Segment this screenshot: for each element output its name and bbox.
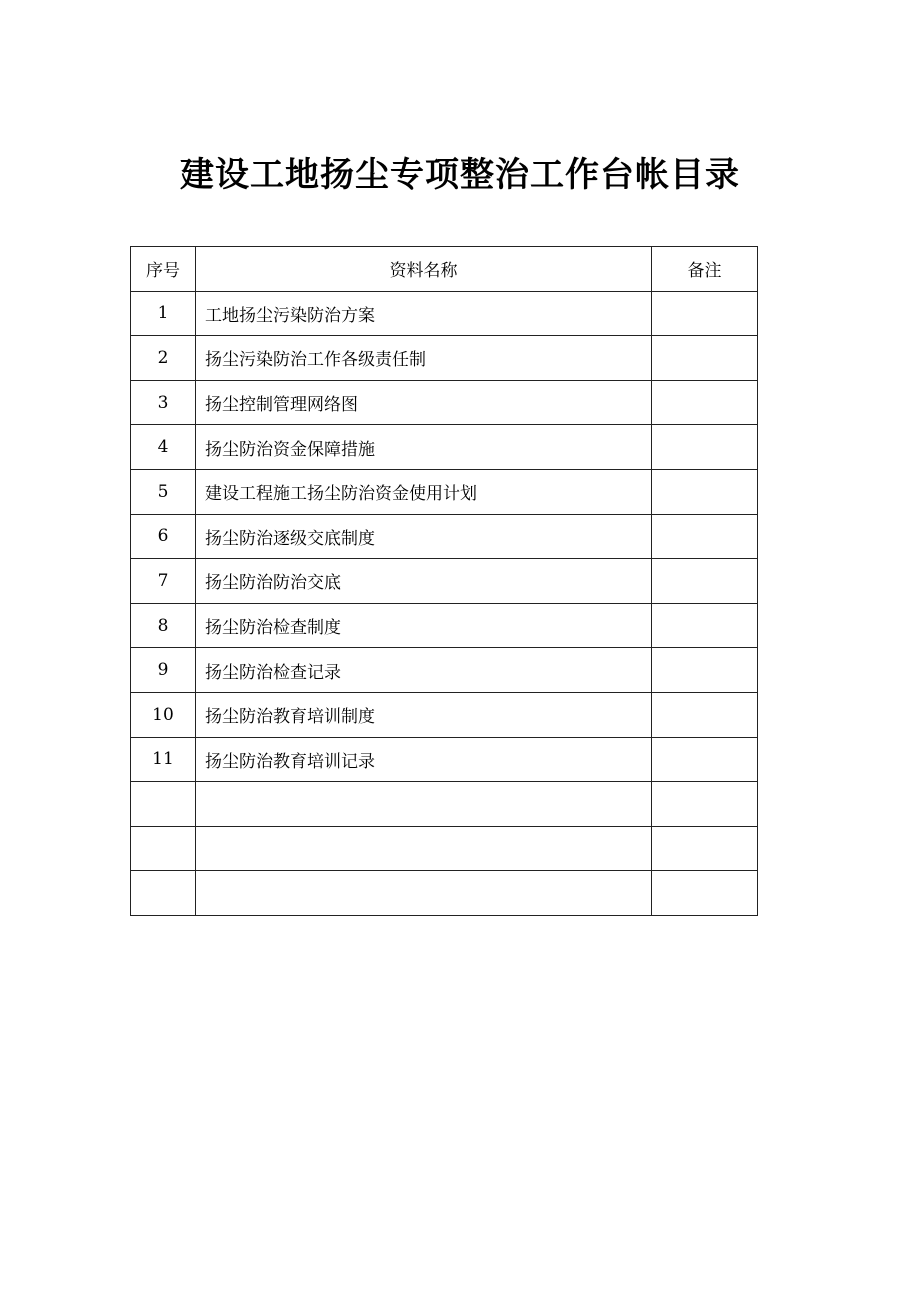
row-serial-number (131, 782, 196, 827)
table-row (131, 469, 758, 514)
row-remarks (652, 425, 758, 470)
row-remarks (652, 648, 758, 693)
document-title: 建设工地扬尘专项整治工作台帐目录 (180, 155, 740, 195)
row-document-name (196, 871, 652, 916)
row-serial-number: 5 (131, 469, 196, 514)
row-document-name: 扬尘防治逐级交底制度 (196, 514, 652, 559)
row-remarks (652, 514, 758, 559)
row-remarks (652, 291, 758, 336)
row-serial-number: 9 (131, 648, 196, 693)
table-row (131, 559, 758, 604)
catalog-table (130, 246, 758, 916)
row-remarks (652, 603, 758, 648)
row-remarks (652, 782, 758, 827)
row-document-name: 扬尘防治检查记录 (196, 648, 652, 693)
table-row (131, 603, 758, 648)
table-row (131, 291, 758, 336)
table-row (131, 514, 758, 559)
row-document-name: 扬尘防治检查制度 (196, 603, 652, 648)
row-remarks (652, 871, 758, 916)
row-document-name: 扬尘防治教育培训制度 (196, 692, 652, 737)
row-remarks (652, 737, 758, 782)
table-row (131, 692, 758, 737)
table-row (131, 871, 758, 916)
row-document-name: 建设工程施工扬尘防治资金使用计划 (196, 469, 652, 514)
row-serial-number: 7 (131, 559, 196, 604)
row-serial-number: 3 (131, 380, 196, 425)
row-remarks (652, 469, 758, 514)
row-serial-number: 4 (131, 425, 196, 470)
row-remarks (652, 692, 758, 737)
table-row (131, 648, 758, 693)
table-header-row (131, 247, 758, 292)
row-serial-number (131, 871, 196, 916)
row-remarks (652, 336, 758, 381)
row-serial-number: 10 (131, 692, 196, 737)
row-remarks (652, 559, 758, 604)
row-serial-number: 2 (131, 336, 196, 381)
row-serial-number: 1 (131, 291, 196, 336)
row-remarks (652, 380, 758, 425)
table-row (131, 380, 758, 425)
table-row (131, 336, 758, 381)
row-document-name (196, 782, 652, 827)
table-row (131, 737, 758, 782)
row-document-name: 扬尘防治教育培训记录 (196, 737, 652, 782)
table-row (131, 425, 758, 470)
row-serial-number (131, 826, 196, 871)
header-serial-number: 序号 (131, 247, 196, 292)
table-row (131, 826, 758, 871)
table-row (131, 782, 758, 827)
row-document-name (196, 826, 652, 871)
row-document-name: 扬尘防治资金保障措施 (196, 425, 652, 470)
row-serial-number: 6 (131, 514, 196, 559)
header-remarks: 备注 (652, 247, 758, 292)
row-document-name: 扬尘污染防治工作各级责任制 (196, 336, 652, 381)
row-document-name: 扬尘防治防治交底 (196, 559, 652, 604)
row-document-name: 扬尘控制管理网络图 (196, 380, 652, 425)
row-serial-number: 11 (131, 737, 196, 782)
header-document-name: 资料名称 (196, 247, 652, 292)
row-serial-number: 8 (131, 603, 196, 648)
row-document-name: 工地扬尘污染防治方案 (196, 291, 652, 336)
row-remarks (652, 826, 758, 871)
